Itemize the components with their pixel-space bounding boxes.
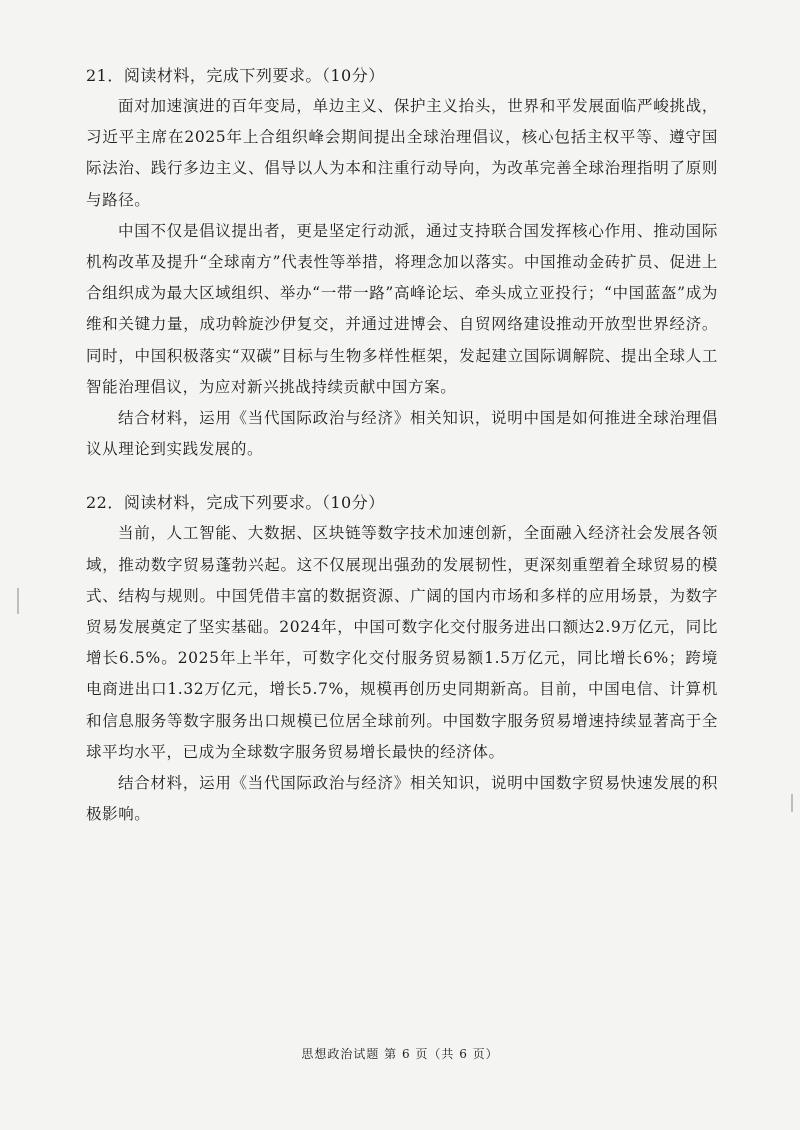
- material-paragraph: 面对加速演进的百年变局，单边主义、保护主义抬头，世界和平发展面临严峻挑战，习近平主席在2025年上合组织峰会期间提出全球治理倡议，核心包括主权平等、遵守国际法治、践行多边主义、倡导以人为本和注重行动导向，为改革完善全球治理指明了原则与路径。: [86, 97, 718, 209]
- question-prompt: 结合材料，运用《当代国际政治与经济》相关知识，说明中国数字贸易快速发展的积极影响。: [86, 774, 718, 824]
- material-paragraph: 中国不仅是倡议提出者，更是坚定行动派，通过支持联合国发挥核心作用、推动国际机构改革及提升“全球南方”代表性等举措，将理念加以落实。中国推动金砖扩员、促进上合组织成为最大区域组织、举办“一带一路”高峰论坛、牵头成立亚投行；“中国蓝盔”成为维和关键力量，成功斡旋沙伊复交，并通过进博会、自贸网络建设推动开放型世界经济。同时，中国积极落实“双碳”目标与生物多样性框架，发起建立国际调解院、提出全球人工智能治理倡议，为应对新兴挑战持续贡献中国方案。: [86, 221, 718, 396]
- question-21: [86, 60, 718, 465]
- question-22: [86, 487, 718, 830]
- question-prompt: 结合材料，运用《当代国际政治与经济》相关知识，说明中国是如何推进全球治理倡议从理论到实践发展的。: [86, 409, 718, 459]
- spacer: [86, 465, 718, 487]
- material-paragraph: 当前，人工智能、大数据、区块链等数字技术加速创新，全面融入经济社会发展各领域，推动数字贸易蓬勃兴起。这不仅展现出强劲的发展韧性，更深刻重塑着全球贸易的模式、结构与规则。中国凭借丰富的数据资源、广阔的国内市场和多样的应用场景，为数字贸易发展奠定了坚实基础。2024年，中国可数字化交付服务进出口额达2.9万亿元，同比增长6.5%。2025年上半年，可数字化交付服务贸易额1.5万亿元，同比增长6%；跨境电商进出口1.32万亿元，增长5.7%，规模再创历史同期新高。目前，中国电信、计算机和信息服务等数字服务出口规模已位居全球前列。中国数字服务贸易增速持续显著高于全球平均水平，已成为全球数字服务贸易增长最快的经济体。: [86, 524, 718, 761]
- scan-mark: [17, 588, 19, 614]
- question-header: 21．阅读材料，完成下列要求。（10分）: [86, 66, 385, 85]
- page-footer: 思想政治试题 第 6 页（共 6 页）: [301, 1047, 499, 1061]
- scan-mark: [791, 794, 793, 812]
- question-header: 22．阅读材料，完成下列要求。（10分）: [86, 493, 385, 513]
- page-content: [86, 60, 718, 830]
